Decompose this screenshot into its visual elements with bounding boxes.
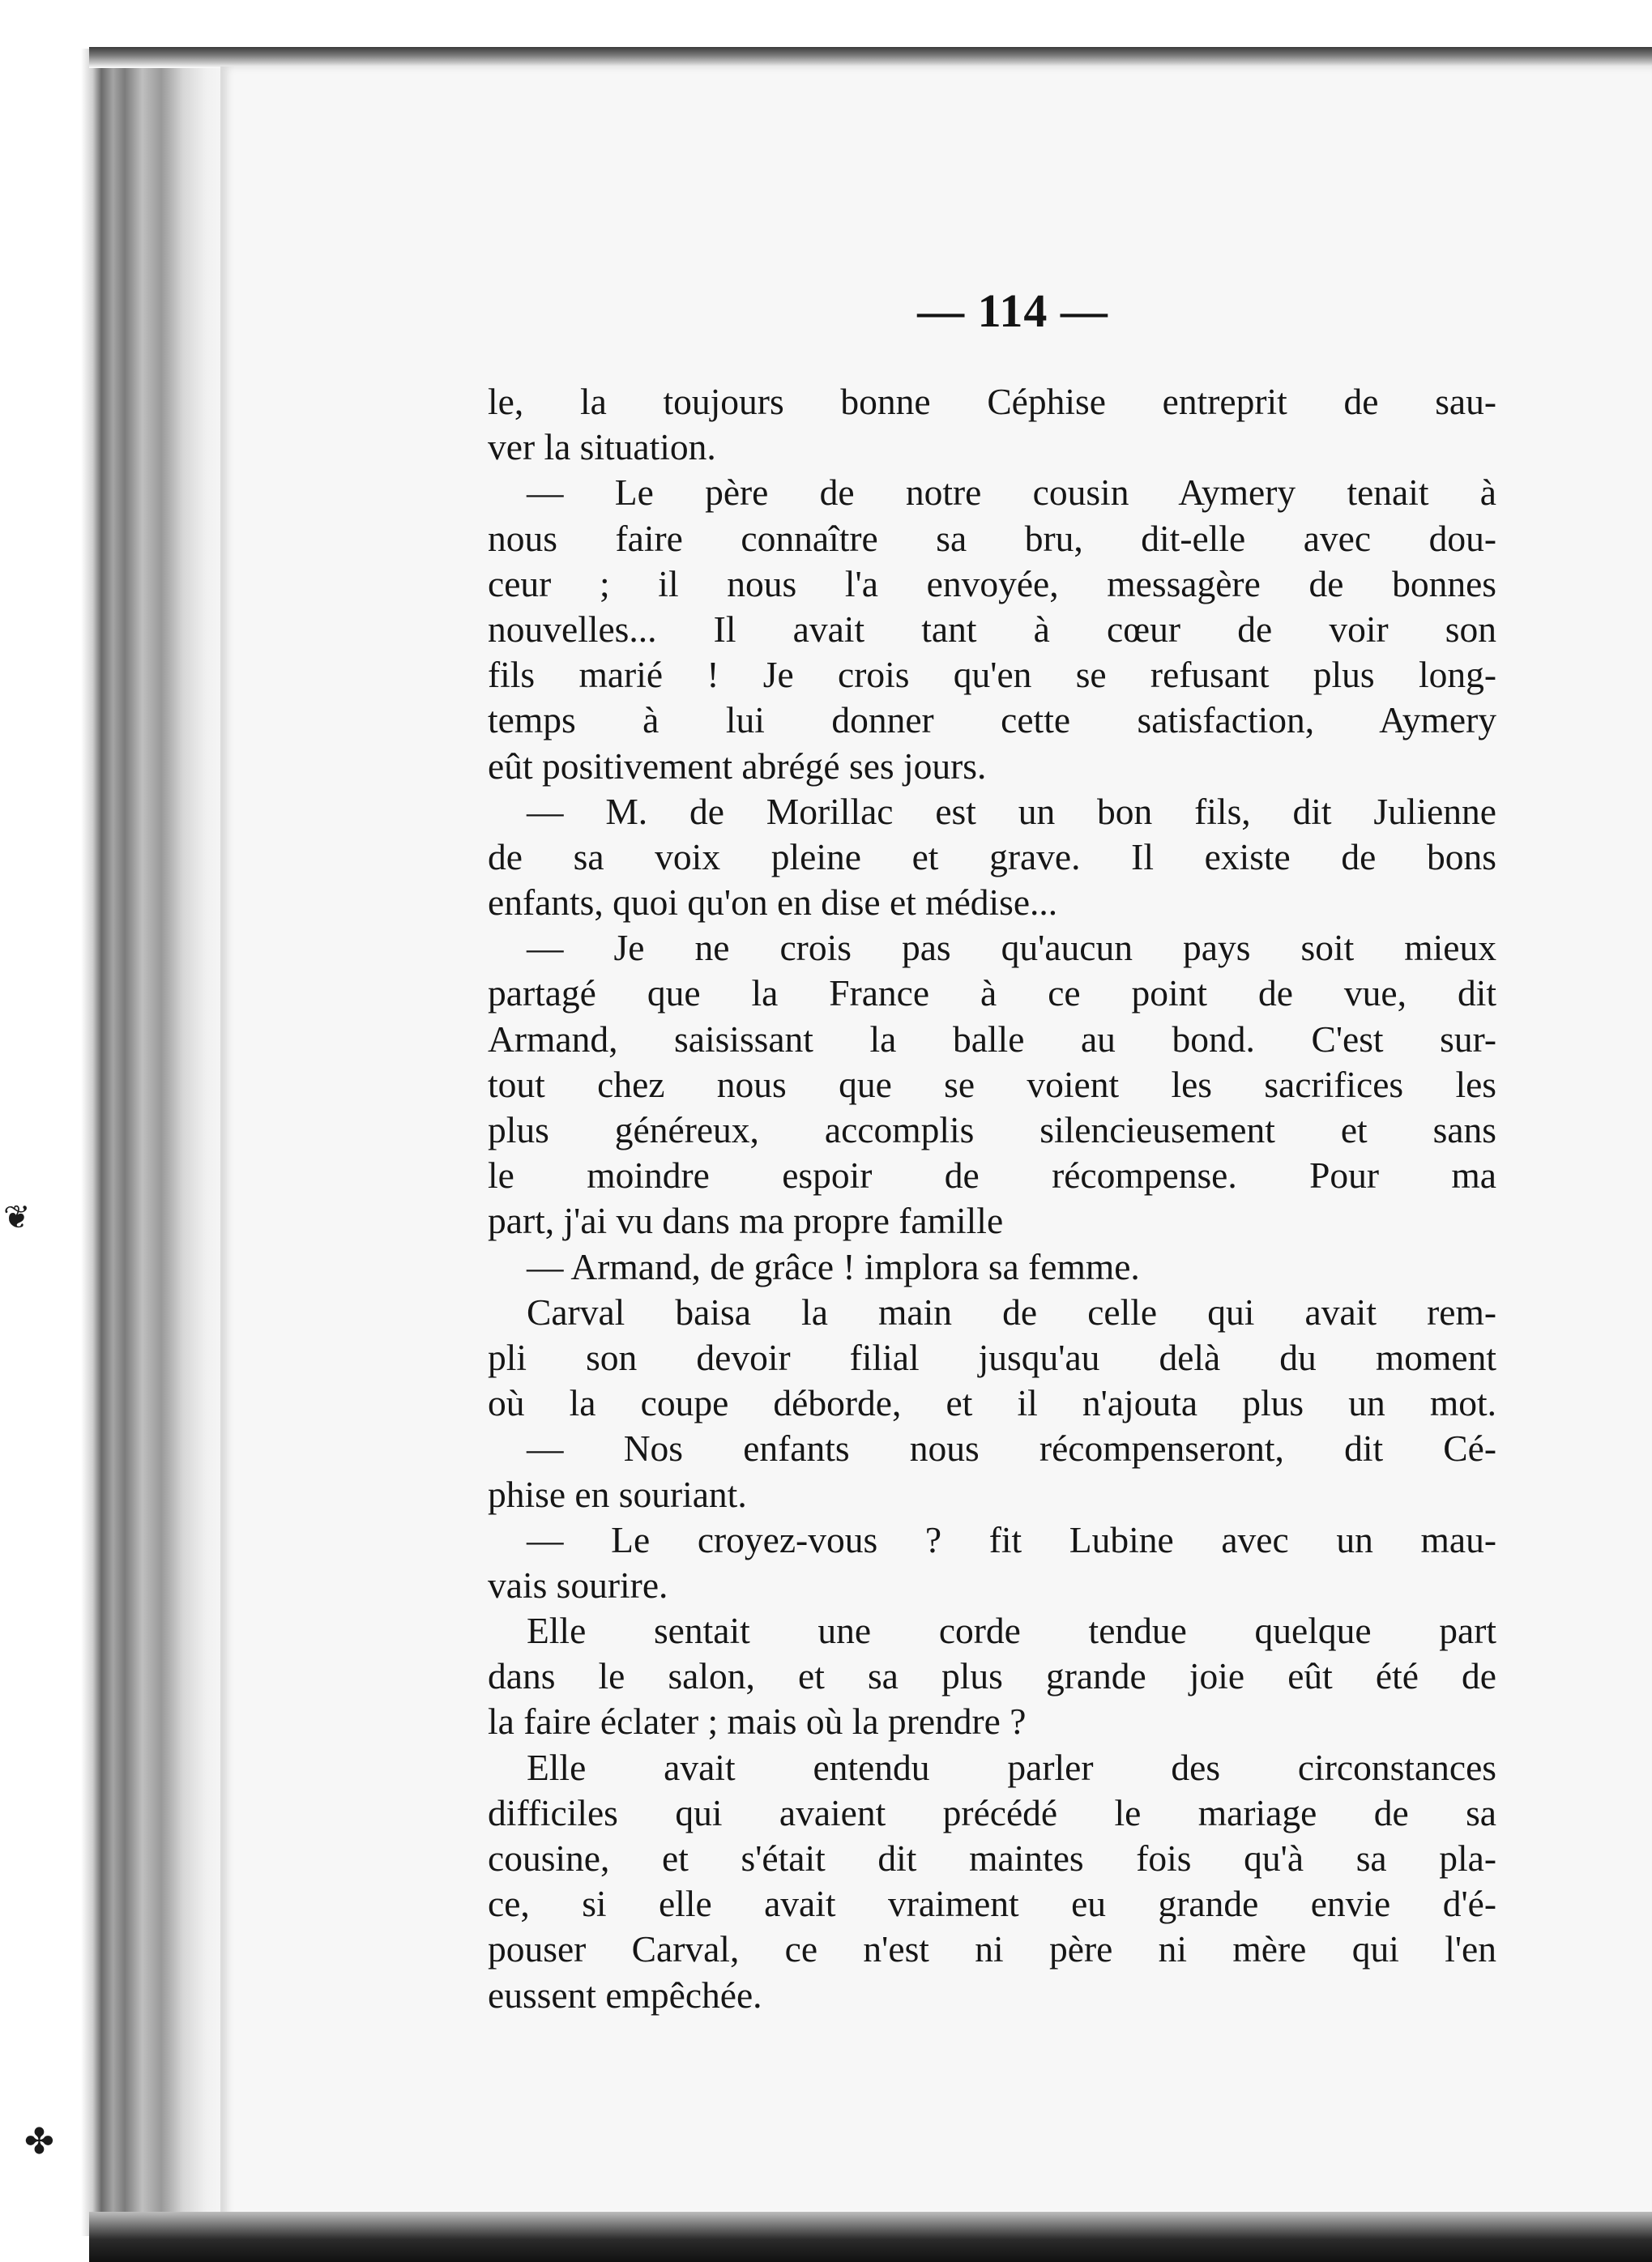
text-line: difficiles qui avaient précédé le mariage de sa — [488, 1791, 1496, 1833]
text-line: partagé que la France à ce point de vue, dit — [488, 972, 1496, 1014]
text-line: vais sourire. — [488, 1564, 668, 1606]
text-line: où la coupe déborde, et il n'ajouta plus un mot. — [488, 1382, 1496, 1424]
text-line: ceur ; il nous l'a envoyée, messagère de bonnes — [488, 562, 1496, 604]
text-line: le, la toujours bonne Céphise entreprit de sau- — [488, 381, 1496, 422]
text-line: phise en souriant. — [488, 1473, 747, 1515]
text-line: le moindre espoir de récompense. Pour ma — [488, 1154, 1496, 1197]
text-line: de sa voix pleine et grave. Il existe de bons — [488, 835, 1496, 877]
text-line: pouser Carval, ce n'est ni père ni mère qui l'en — [488, 1928, 1496, 1970]
text-line: nouvelles... Il avait tant à cœur de voir son — [488, 608, 1496, 650]
text-line: — M. de Morillac est un bon fils, dit Julienne — [527, 790, 1496, 832]
text-line: ce, si elle avait vraiment eu grande envie d'é- — [488, 1883, 1496, 1925]
text-line: plus généreux, accomplis silencieusement et sans — [488, 1109, 1496, 1150]
ornament-mark-left: ❦ — [3, 1199, 31, 1236]
text-line: fils marié ! Je crois qu'en se refusant plus long- — [488, 654, 1496, 696]
text-line: — Armand, de grâce ! implora sa femme. — [527, 1245, 1140, 1287]
text-line: temps à lui donner cette satisfaction, Aymery — [488, 699, 1496, 741]
binding-mark-bottom: ✤ — [24, 2121, 54, 2162]
text-line: part, j'ai vu dans ma propre famille — [488, 1200, 1004, 1242]
text-line: cousine, et s'était dit maintes fois qu'à sa pla- — [488, 1837, 1496, 1879]
text-line: eût positivement abrégé ses jours. — [488, 745, 987, 787]
text-line: — Nos enfants nous récompenseront, dit Cé- — [527, 1428, 1496, 1470]
book-spine-edge — [81, 49, 227, 2236]
text-line: la faire éclater ; mais où la prendre ? — [488, 1701, 1027, 1743]
text-line: Armand, saisissant la balle au bond. C'est sur- — [488, 1018, 1496, 1060]
page-body-text — [488, 379, 1496, 2018]
text-line: Elle avait entendu parler des circonstances — [527, 1746, 1496, 1788]
book-top-edge — [89, 47, 1652, 68]
page-number: — 114 — — [917, 284, 1108, 337]
text-line: Carval baisa la main de celle qui avait rem- — [527, 1291, 1496, 1333]
text-line: enfants, quoi qu'on en dise et médise... — [488, 881, 1058, 924]
text-line: dans le salon, et sa plus grande joie eût été de — [488, 1655, 1496, 1697]
text-line: — Le croyez-vous ? fit Lubine avec un mau- — [527, 1518, 1496, 1560]
text-line: — Le père de notre cousin Aymery tenait à — [527, 472, 1496, 514]
text-line: Elle sentait une corde tendue quelque part — [527, 1610, 1496, 1652]
text-line: eussent empêchée. — [488, 1974, 762, 2016]
text-line: ver la situation. — [488, 426, 716, 468]
text-line: tout chez nous que se voient les sacrifices les — [488, 1063, 1496, 1105]
scan-bottom-edge — [89, 2212, 1652, 2262]
text-line: nous faire connaître sa bru, dit-elle avec dou- — [488, 517, 1496, 559]
text-line: — Je ne crois pas qu'aucun pays soit mieux — [527, 927, 1496, 969]
text-line: pli son devoir filial jusqu'au delà du moment — [488, 1336, 1496, 1378]
